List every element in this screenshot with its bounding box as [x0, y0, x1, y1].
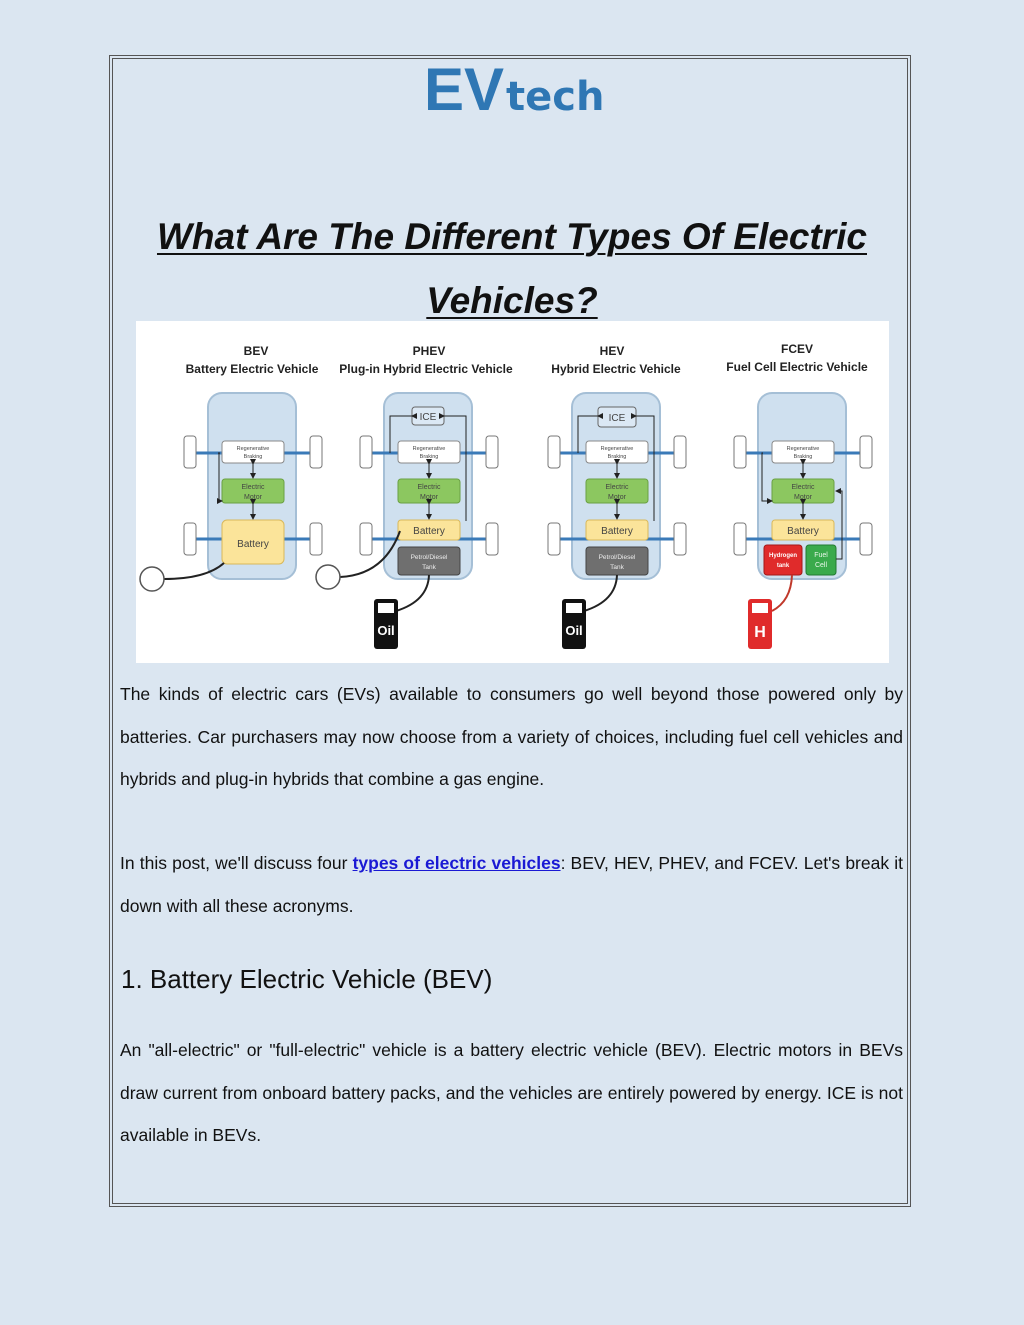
- fcev-abbr: FCEV: [780, 342, 814, 356]
- hev-regen-1: Regenerative: [600, 446, 634, 452]
- hev-battery: Battery: [601, 526, 633, 537]
- fcev-diagram: [726, 342, 872, 649]
- phev-regen-2: Braking: [419, 454, 439, 460]
- hev-motor-1: Electric: [605, 484, 629, 491]
- bev-regen-2: Braking: [243, 454, 263, 460]
- hev-ice: ICE: [608, 413, 626, 424]
- hev-oil: Oil: [565, 623, 583, 638]
- phev-oil: Oil: [377, 623, 395, 638]
- phev-tank-2: Tank: [422, 564, 436, 571]
- phev-name: Plug-in Hybrid Electric Vehicle: [339, 362, 513, 376]
- second-paragraph-end: : BEV, HEV, PHEV, and FCEV. Let's break it down with all these acronyms.: [120, 853, 903, 916]
- fcev-battery: Battery: [787, 526, 819, 537]
- fcev-name: Fuel Cell Electric Vehicle: [726, 360, 868, 374]
- fcev-motor-1: Electric: [791, 484, 815, 491]
- phev-battery: Battery: [413, 526, 445, 537]
- hev-tank-1: Petrol/Diesel: [598, 554, 636, 561]
- fcev-fuelcell-1: Fuel: [814, 552, 828, 559]
- second-paragraph: [120, 842, 903, 927]
- phev-abbr: PHEV: [412, 344, 446, 358]
- second-paragraph-start: In this post, we'll discuss four: [120, 853, 353, 873]
- phev-charger-icon: [316, 565, 340, 589]
- phev-regen-1: Regenerative: [412, 446, 446, 452]
- bev-motor-2: Motor: [244, 494, 262, 501]
- fcev-regen-1: Regenerative: [786, 446, 820, 452]
- fcev-fuelcell-2: Cell: [814, 562, 828, 569]
- hev-regen-2: Braking: [607, 454, 627, 460]
- ev-types-diagram: [136, 321, 889, 663]
- phev-motor-1: Electric: [417, 484, 441, 491]
- fcev-motor-2: Motor: [794, 494, 812, 501]
- bev-battery: Battery: [237, 539, 269, 550]
- bev-regen-1: Regenerative: [236, 446, 270, 452]
- phev-tank-1: Petrol/Diesel: [410, 554, 448, 561]
- fcev-hydrogen-2: tank: [776, 563, 790, 569]
- fcev-h: H: [754, 624, 766, 641]
- intro-paragraph: The kinds of electric cars (EVs) available to consumers go well beyond those powered only by batteries. Car purchasers may now choose from a variety of choices, including fuel cell vehicles and hybrids and plug-in hybrids that combine a gas engine.: [120, 684, 903, 789]
- bev-motor-1: Electric: [241, 484, 265, 491]
- bev-charger-icon: [140, 567, 164, 591]
- hev-abbr: HEV: [599, 344, 625, 358]
- phev-motor-2: Motor: [420, 494, 438, 501]
- logo-ev: EV: [424, 58, 505, 118]
- bev-paragraph: An "all-electric" or "full-electric" vehicle is a battery electric vehicle (BEV). Electric motors in BEVs draw current from onboard battery packs, and the vehicles are entirely powered by energy. ICE is not available in BEVs.: [120, 1040, 903, 1145]
- page-title: What Are The Different Types Of Electric Vehicles?: [156, 215, 867, 321]
- hev-motor-2: Motor: [608, 494, 626, 501]
- section-heading-bev: 1. Battery Electric Vehicle (BEV): [121, 964, 493, 994]
- fcev-regen-2: Braking: [793, 454, 813, 460]
- phev-ice: ICE: [419, 412, 437, 423]
- hev-diagram: [548, 344, 686, 649]
- hev-tank-2: Tank: [610, 564, 624, 571]
- fcev-hydrogen-1: Hydrogen: [768, 553, 798, 559]
- types-of-ev-link[interactable]: types of electric vehicles: [352, 853, 561, 873]
- bev-diagram: [140, 344, 322, 591]
- phev-diagram: [316, 344, 513, 649]
- logo-tech: tech: [506, 74, 604, 118]
- bev-abbr: BEV: [243, 344, 269, 358]
- evtech-logo: [424, 58, 604, 118]
- bev-name: Battery Electric Vehicle: [185, 362, 319, 376]
- hev-name: Hybrid Electric Vehicle: [551, 362, 681, 376]
